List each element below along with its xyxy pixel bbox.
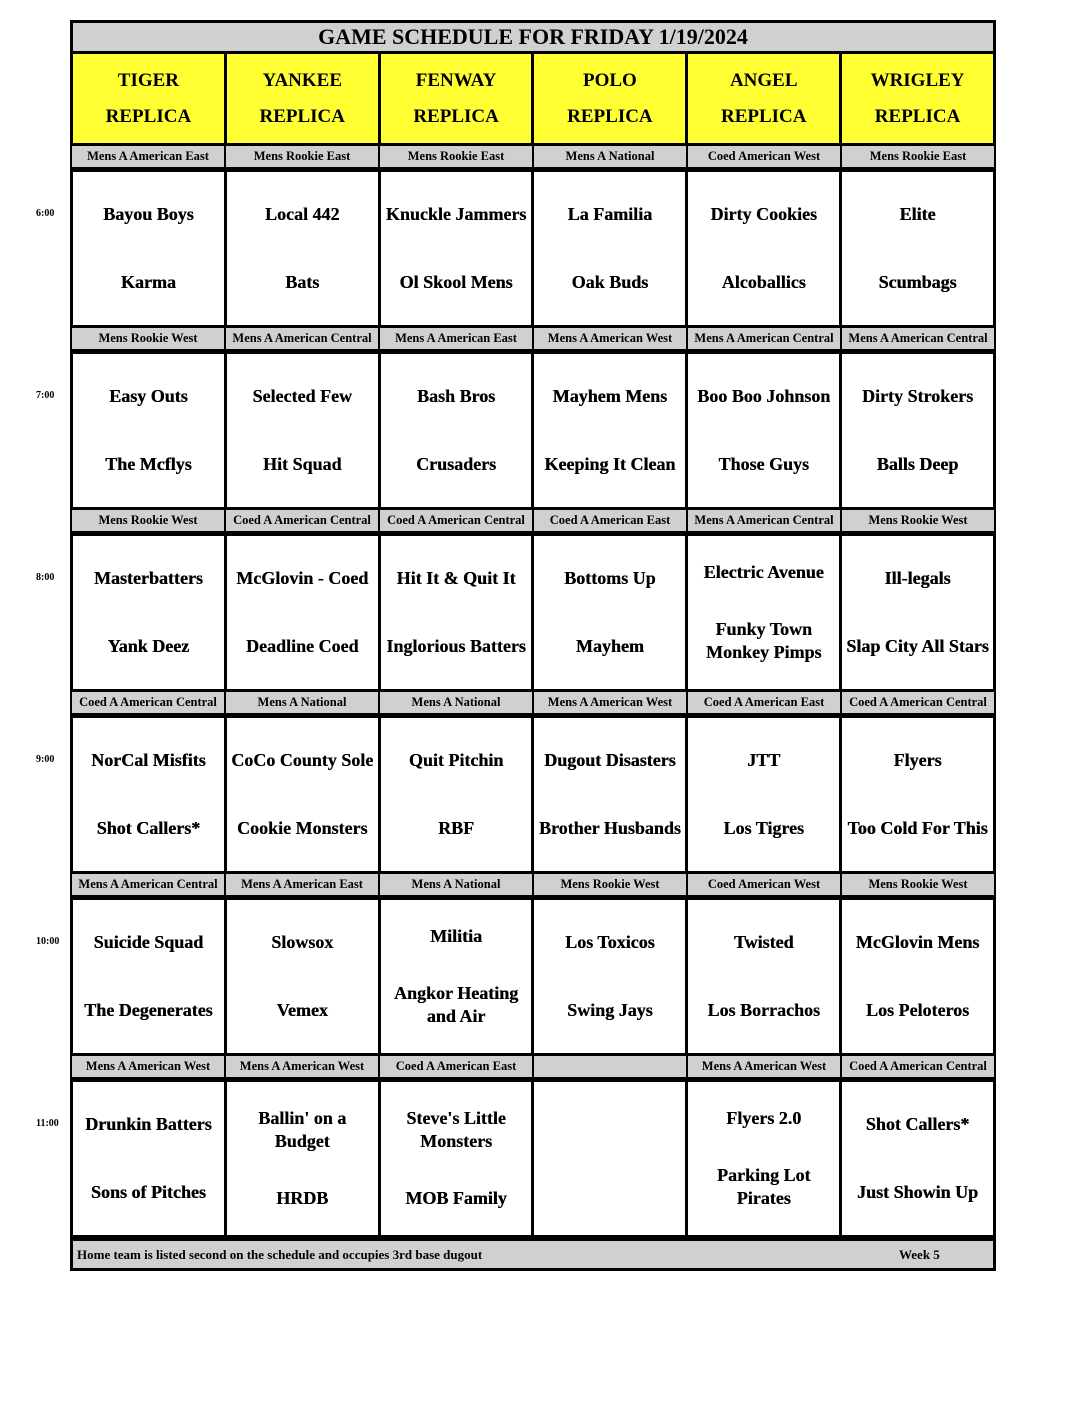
- division-label: Coed A American Central: [842, 1056, 996, 1079]
- away-team: Los Toxicos: [565, 931, 655, 952]
- field-header: [381, 54, 535, 146]
- division-label: Mens A American Central: [688, 510, 842, 533]
- home-team: Vemex: [276, 1000, 328, 1021]
- game-cell: [688, 715, 842, 874]
- field-sub: REPLICA: [105, 105, 192, 127]
- home-team: Los Peloteros: [865, 1000, 970, 1021]
- division-label: Mens A American West: [688, 1056, 842, 1079]
- home-team: Alcoballics: [721, 272, 806, 293]
- games-row: [70, 715, 996, 874]
- home-team: Shot Callers*: [96, 818, 201, 839]
- game-cell: [842, 715, 996, 874]
- time-slot: [36, 874, 996, 1056]
- time-label: 9:00: [36, 754, 55, 765]
- home-team: Bats: [285, 272, 320, 293]
- division-label: Mens Rookie East: [380, 146, 534, 169]
- game-cell: [227, 897, 381, 1056]
- away-team: Flyers 2.0: [726, 1108, 802, 1128]
- game-cell: [70, 169, 227, 328]
- division-label: [534, 1056, 688, 1079]
- game-cell: [688, 351, 842, 510]
- away-team: Militia: [430, 926, 483, 946]
- field-header-row: [70, 54, 996, 146]
- game-cell: [842, 533, 996, 692]
- away-team: Quit Pitchin: [408, 749, 504, 770]
- home-team: Just Showin Up: [857, 1182, 979, 1203]
- games-row: [70, 169, 996, 328]
- away-team: McGlovin Mens: [855, 931, 980, 952]
- division-label: Mens A National: [380, 692, 534, 715]
- game-cell: [842, 351, 996, 510]
- division-label: Coed A American Central: [226, 510, 380, 533]
- game-cell: [381, 533, 535, 692]
- home-team: Angkor Heating and Air: [393, 983, 519, 1026]
- game-cell: [534, 897, 688, 1056]
- time-slot: [36, 1056, 996, 1238]
- home-team: Slap City All Stars: [846, 636, 989, 657]
- division-label: Mens A National: [534, 146, 688, 169]
- home-team: Oak Buds: [571, 272, 649, 293]
- time-slot: [36, 328, 996, 510]
- away-team: Elite: [899, 203, 936, 224]
- home-team: Hit Squad: [262, 454, 342, 475]
- away-team: Shot Callers*: [865, 1113, 970, 1134]
- game-cell: [534, 351, 688, 510]
- game-cell: [534, 169, 688, 328]
- away-team: Flyers: [893, 749, 942, 770]
- game-cell: [534, 715, 688, 874]
- games-row: [70, 351, 996, 510]
- away-team: McGlovin - Coed: [236, 567, 369, 588]
- away-team: Boo Boo Johnson: [697, 385, 831, 406]
- away-team: Dugout Disasters: [544, 749, 676, 770]
- division-label: Mens A American Central: [688, 328, 842, 351]
- away-team: Slowsox: [271, 931, 334, 952]
- away-team: Twisted: [733, 931, 794, 952]
- division-row: [70, 692, 996, 715]
- division-label: Mens Rookie West: [842, 874, 996, 897]
- field-name: FENWAY: [415, 69, 497, 91]
- division-label: Mens A American West: [70, 1056, 226, 1079]
- home-team: MOB Family: [405, 1188, 507, 1208]
- home-team: Parking Lot Pirates: [716, 1165, 811, 1208]
- game-cell: [227, 169, 381, 328]
- division-label: Mens A American East: [70, 146, 226, 169]
- away-team: CoCo County Sole: [231, 749, 374, 770]
- game-cell: [688, 897, 842, 1056]
- time-slot: [36, 692, 996, 874]
- time-label: 10:00: [36, 936, 60, 947]
- game-cell: [688, 1079, 842, 1238]
- home-team: Yank Deez: [107, 636, 190, 657]
- game-cell: [842, 169, 996, 328]
- home-team: Sons of Pitches: [90, 1182, 206, 1203]
- field-header: [534, 54, 688, 146]
- division-label: Mens A American West: [226, 1056, 380, 1079]
- away-team: Dirty Strokers: [861, 385, 974, 406]
- field-sub: REPLICA: [567, 105, 653, 127]
- home-team: Deadline Coed: [245, 636, 359, 657]
- game-cell: [534, 533, 688, 692]
- field-name: TIGER: [117, 69, 180, 91]
- schedule-title: GAME SCHEDULE FOR FRIDAY 1/19/2024: [70, 20, 996, 54]
- game-cell: [70, 1079, 227, 1238]
- field-header: [227, 54, 381, 146]
- away-team: Easy Outs: [109, 385, 188, 406]
- game-cell: [842, 1079, 996, 1238]
- time-slot: [36, 510, 996, 692]
- week-label: Week 5: [899, 1246, 940, 1262]
- home-team: Scumbags: [878, 272, 957, 293]
- game-cell: [534, 1079, 688, 1238]
- home-team: Keeping It Clean: [544, 454, 676, 475]
- field-header: [842, 54, 996, 146]
- home-team: Mayhem: [575, 636, 644, 657]
- division-label: Coed A American East: [380, 1056, 534, 1079]
- game-cell: [70, 715, 227, 874]
- home-team: Inglorious Batters: [386, 636, 526, 657]
- game-cell: [70, 897, 227, 1056]
- home-team: Crusaders: [416, 454, 497, 475]
- away-team: Hit It & Quit It: [396, 567, 516, 588]
- field-name: YANKEE: [262, 69, 343, 91]
- away-team: Ill-legals: [884, 567, 951, 588]
- division-label: Mens A National: [380, 874, 534, 897]
- away-team: Mayhem Mens: [552, 385, 668, 406]
- field-sub: REPLICA: [259, 105, 345, 127]
- division-row: [70, 1056, 996, 1079]
- home-team: Cookie Monsters: [237, 818, 368, 839]
- time-label: 8:00: [36, 572, 55, 583]
- game-cell: [381, 715, 535, 874]
- schedule-footer: [70, 1238, 996, 1271]
- home-team: Karma: [120, 272, 176, 293]
- home-team: Funky Town Monkey Pimps: [705, 619, 822, 662]
- field-header: [70, 54, 227, 146]
- time-label: 11:00: [36, 1118, 59, 1129]
- division-label: Mens Rookie West: [70, 328, 226, 351]
- division-label: Mens A American West: [534, 328, 688, 351]
- home-team: Brother Husbands: [538, 818, 681, 839]
- home-team: Los Borrachos: [707, 1000, 820, 1021]
- game-cell: [381, 897, 535, 1056]
- game-cell: [227, 1079, 381, 1238]
- division-row: [70, 874, 996, 897]
- field-name: POLO: [582, 69, 637, 91]
- game-cell: [381, 351, 535, 510]
- home-team: Too Cold For This: [847, 818, 988, 839]
- home-team: Balls Deep: [876, 454, 959, 475]
- division-label: Mens A American Central: [842, 328, 996, 351]
- division-label: Mens A American East: [226, 874, 380, 897]
- away-team: Suicide Squad: [93, 931, 204, 952]
- time-slot: [36, 146, 996, 328]
- field-sub: REPLICA: [413, 105, 499, 127]
- game-cell: [381, 1079, 535, 1238]
- away-team: Bayou Boys: [103, 203, 194, 224]
- home-team: Swing Jays: [567, 1000, 653, 1021]
- away-team: Ballin' on a Budget: [258, 1108, 347, 1151]
- home-team: The Mcflys: [105, 454, 192, 475]
- games-row: [70, 1079, 996, 1238]
- division-row: [70, 510, 996, 533]
- home-team: The Degenerates: [84, 1000, 213, 1021]
- away-team: Steve's Little Monsters: [406, 1108, 506, 1151]
- game-cell: [381, 169, 535, 328]
- game-cell: [688, 533, 842, 692]
- home-team: Ol Skool Mens: [399, 272, 513, 293]
- game-cell: [227, 533, 381, 692]
- game-cell: [688, 169, 842, 328]
- division-label: Mens A American West: [534, 692, 688, 715]
- division-label: Mens A American East: [380, 328, 534, 351]
- field-name: ANGEL: [729, 69, 798, 91]
- away-team: Selected Few: [252, 385, 352, 406]
- division-row: [70, 328, 996, 351]
- games-row: [70, 897, 996, 1056]
- division-label: Mens A American Central: [70, 874, 226, 897]
- time-label: 7:00: [36, 390, 55, 401]
- away-team: Bottoms Up: [564, 567, 656, 588]
- games-row: [70, 533, 996, 692]
- time-slots: [36, 146, 996, 1238]
- field-sub: REPLICA: [874, 105, 961, 127]
- away-team: La Familia: [567, 203, 653, 224]
- game-cell: [227, 351, 381, 510]
- away-team: Drunkin Batters: [85, 1113, 212, 1134]
- division-row: [70, 146, 996, 169]
- field-sub: REPLICA: [720, 105, 807, 127]
- game-cell: [70, 533, 227, 692]
- division-label: Coed A American Central: [842, 692, 996, 715]
- schedule-table: [36, 20, 996, 1271]
- field-header: [688, 54, 842, 146]
- division-label: Coed A American East: [688, 692, 842, 715]
- division-label: Coed A American East: [534, 510, 688, 533]
- division-label: Mens Rookie West: [70, 510, 226, 533]
- away-team: Masterbatters: [93, 567, 203, 588]
- away-team: Knuckle Jammers: [385, 203, 527, 224]
- home-team: Those Guys: [718, 454, 809, 475]
- division-label: Mens Rookie West: [842, 510, 996, 533]
- division-label: Mens A National: [226, 692, 380, 715]
- away-team: JTT: [747, 749, 781, 770]
- away-team: Local 442: [264, 203, 340, 224]
- away-team: Electric Avenue: [703, 562, 824, 582]
- game-cell: [842, 897, 996, 1056]
- away-team: Bash Bros: [416, 385, 496, 406]
- away-team: NorCal Misfits: [91, 749, 206, 770]
- away-team: Dirty Cookies: [710, 203, 817, 224]
- division-label: Coed A American Central: [70, 692, 226, 715]
- field-name: WRIGLEY: [870, 69, 965, 91]
- home-team: HRDB: [276, 1188, 329, 1208]
- division-label: Mens Rookie East: [842, 146, 996, 169]
- division-label: Mens Rookie West: [534, 874, 688, 897]
- home-team-note: Home team is listed second on the schedule and occupies 3rd base dugout: [77, 1246, 483, 1262]
- division-label: Mens Rookie East: [226, 146, 380, 169]
- time-label: 6:00: [36, 208, 55, 219]
- division-label: Mens A American Central: [226, 328, 380, 351]
- game-cell: [70, 351, 227, 510]
- division-label: Coed American West: [688, 874, 842, 897]
- home-team: Los Tigres: [723, 818, 804, 839]
- division-label: Coed American West: [688, 146, 842, 169]
- home-team: RBF: [438, 818, 475, 839]
- game-cell: [227, 715, 381, 874]
- division-label: Coed A American Central: [380, 510, 534, 533]
